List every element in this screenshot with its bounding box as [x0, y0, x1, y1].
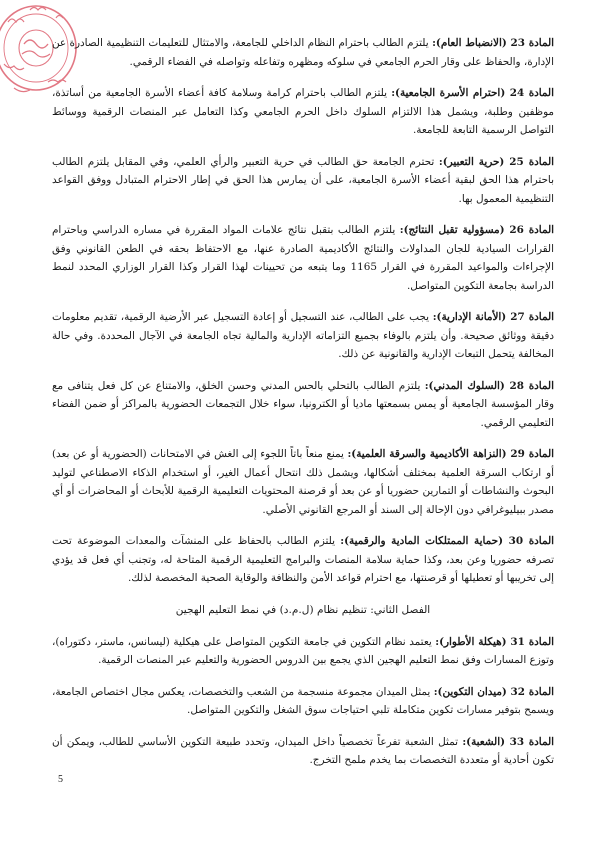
article-heading: المادة 28 (السلوك المدني): [424, 379, 554, 392]
article-33 [52, 733, 554, 770]
article-32 [52, 683, 554, 720]
article-28 [52, 377, 554, 433]
article-text: يمنع منعاً باتاً اللجوء إلى الغش في الامتحانات (الحضورية أو عن بعد) أو ارتكاب السرقة العلمية بمختلف أشكالها، ويشمل ذلك انتحال أعمال الغير، أو استخدام الذكاء الاصطناعي لتوليد البحوث والنشاطات أو التمارين حضوريا أو عن بعد أو قرصنة المحتويات التعليمية الرقمية للأبحاث أو المحاضرات أو أي مصدر ببيليوغرافي دون الإحالة إلى السند أو المرجع القانوني الأصلي. [52, 448, 554, 516]
article-text: تحترم الجامعة حق الطالب في حرية التعبير والرأي العلمي، وفي المقابل يلتزم الطالب باحترام هذا الحق لبقية أعضاء الأسرة الجامعية، على أن يمارس هذا الحق في إطار الاحترام المتبادل ووفق القواعد التنظيمية المعمول بها. [52, 155, 554, 205]
article-26 [52, 221, 554, 295]
article-heading: المادة 31 (هيكلة الأطوار): [435, 635, 554, 648]
article-24 [52, 84, 554, 140]
article-heading: المادة 25 (حرية التعبير): [438, 155, 554, 168]
article-heading: المادة 32 (ميدان التكوين): [433, 685, 554, 698]
article-text: يلتزم الطالب بالتحلي بالحس المدني وحسن الخلق، والامتناع عن كل فعل يتنافى مع وقار المؤسسة الجامعية أو يمس بسمعتها ماديا أو الكترونيا، سواء خلال التجمعات الحضورية بالمراكز أو ضمن الفضاء التعليمي الرقمي. [52, 379, 554, 429]
article-30 [52, 532, 554, 588]
article-29 [52, 445, 554, 519]
article-text: يعتمد نظام التكوين في جامعة التكوين المتواصل على هيكلية (ليسانس، ماستر، دكتوراه)، وتوزع المسارات وفق نمط التعليم الهجين الذي يجمع بين الدروس الحضورية والتعليم عبر المنصات الرقمية. [52, 635, 554, 667]
article-text: يلتزم الطالب بتقبل نتائج علامات المواد المقررة في مساره الدراسي وباحترام القرارات السيادية للجان المداولات والنتائج الأكاديمية الصادرة عنها، مع الاحتفاظ بحقه في الطعن القانوني وفق الإجراءات والمواعيد المقررة في القرار 1165 وما يتبعه من تحيينات لهذا القرار وكذا القرار الوزاري المحدد لنمط الدراسة بجامعة التكوين المتواصل. [52, 224, 554, 292]
article-text: يلتزم الطالب باحترام كرامة وسلامة كافة أعضاء الأسرة الجامعية من أساتذة، موظفين وطلبة، ويشمل هذا الالتزام السلوك داخل الحرم الجامعي وكذا التعامل عبر المنصات الرقمية ووسائط التواصل الرسمية التابعة للجامعة. [52, 87, 554, 137]
article-27 [52, 308, 554, 364]
page-number: 5 [58, 774, 63, 785]
article-heading: المادة 29 (النزاهة الأكاديمية والسرقة العلمية): [347, 448, 554, 461]
article-text: يلتزم الطالب باحترام النظام الداخلي للجامعة، والامتثال للتعليمات التنظيمية الصادرة عن الإدارة، والحفاظ على وقار الحرم الجامعي في سلوكه ومظهره وتفاعله وتواصله في الفضاء الرقمي. [52, 37, 554, 68]
article-31 [52, 633, 554, 670]
article-heading: المادة 24 (احترام الأسرة الجامعية): [391, 87, 554, 100]
article-heading: المادة 30 (حماية الممتلكات المادية والرقمية): [340, 535, 555, 548]
article-text: يجب على الطالب، عند التسجيل أو إعادة التسجيل عبر الأرضية الرقمية، تقديم معلومات دقيقة ووثائق صحيحة. وأن يلتزم بالوفاء بجميع التزاماته الإدارية والمالية تجاه الجامعة في الآجال المحددة. وفي حالة المخالفة يتحمل التبعات الإدارية والقانونية عن ذلك. [52, 311, 554, 361]
article-23 [52, 34, 554, 71]
article-text: يمثل الميدان مجموعة منسجمة من الشعب والتخصصات، يعكس مجال اختصاص الجامعة، ويسمح بتوفير مسارات تكوين متكاملة تلبي احتياجات سوق الشغل والتكوين المتواصل. [52, 685, 554, 717]
article-25 [52, 153, 554, 209]
document-body [52, 34, 554, 783]
article-heading: المادة 33 (الشعبة): [462, 735, 555, 748]
article-heading: المادة 26 (مسؤولية تقبل النتائج): [399, 224, 555, 237]
article-heading: المادة 27 (الأمانة الإدارية): [432, 311, 555, 324]
section-title: الفصل الثاني: تنظيم نظام (ل.م.د) في نمط التعليم الهجين [175, 603, 431, 616]
article-text: يلتزم الطالب بالحفاظ على المنشآت والمعدات الموضوعة تحت تصرفه حضوريا وعن بعد، وكذا حماية سلامة المنصات والبرامج التعليمية الرقمية المتاحة له، وتجنب أي فعل قد يؤدي إلى تخريبها أو تعطيلها أو قرصنتها، مع احترام قواعد الأمن والنظافة والوقاية الصحية المخصصة لذلك. [52, 535, 554, 585]
article-text: تمثل الشعبة تفرعاً تخصصياً داخل الميدان، وتحدد طبيعة التكوين الأساسي للطالب، ويمكن أن تكون أحادية أو متعددة التخصصات بما يخدم ملمح التخرج. [52, 735, 554, 767]
article-heading: المادة 23 (الانضباط العام): [432, 37, 555, 49]
